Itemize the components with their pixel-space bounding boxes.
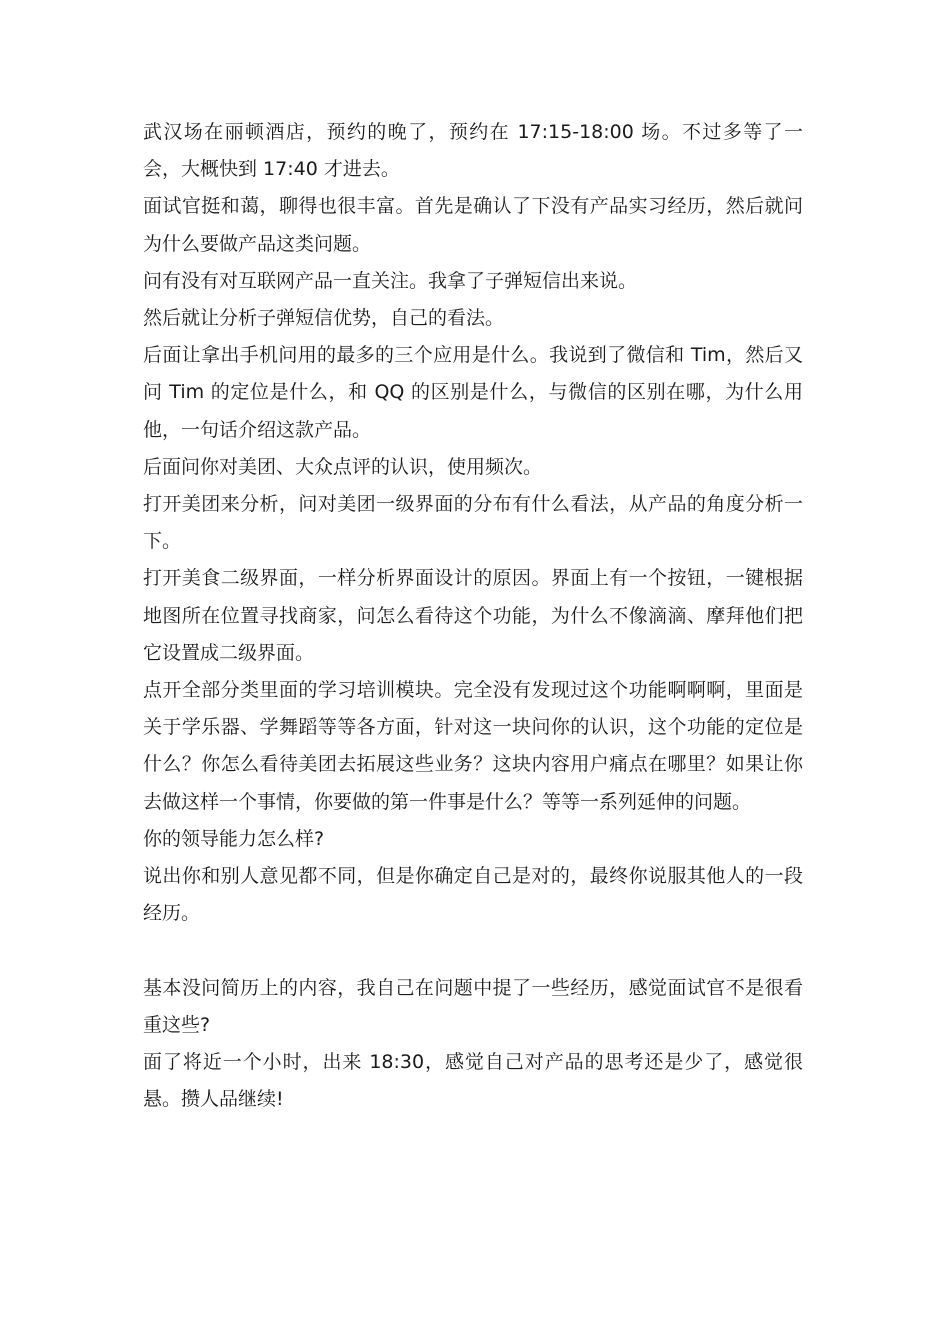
paragraph-internet-products: 问有没有对互联网产品一直关注。我拿了子弹短信出来说。 (143, 269, 638, 292)
paragraph-conclusion: 面了将近一个小时，出来 18:30，感觉自己对产品的思考还是少了，感觉很悬。攒人品继续! (143, 1051, 803, 1111)
paragraph-arrival: 武汉场在丽顿酒店，预约的晚了，预约在 17:15-18:00 场。不过多等了一会，大概快到 17:40 才进去。 (143, 121, 803, 181)
document-body (143, 114, 803, 1118)
paragraph-persuasion: 说出你和别人意见都不同，但是你确定自己是对的，最终你说服其他人的一段经历。 (143, 865, 803, 925)
paragraph-meituan-awareness: 后面问你对美团、大众点评的认识，使用频次。 (143, 455, 543, 478)
paragraph-resume-note: 基本没问简历上的内容，我自己在问题中提了一些经历，感觉面试官不是很看重这些? (143, 976, 803, 1036)
blank-line (143, 932, 803, 969)
paragraph-leadership: 你的领导能力怎么样? (143, 827, 325, 850)
paragraph-meituan-first-level: 打开美团来分析，问对美团一级界面的分布有什么看法，从产品的角度分析一下。 (143, 493, 803, 553)
paragraph-top-apps: 后面让拿出手机问用的最多的三个应用是什么。我说到了微信和 Tim，然后又问 Tim 的定位是什么，和 QQ 的区别是什么，与微信的区别在哪，为什么用他，一句话介绍这款产品。 (143, 344, 803, 441)
paragraph-bullet-sms-analysis: 然后就让分析子弹短信优势，自己的看法。 (143, 307, 505, 330)
paragraph-training-module: 点开全部分类里面的学习培训模块。完全没有发现过这个功能啊啊啊，里面是关于学乐器、学舞蹈等等各方面，针对这一块问你的认识，这个功能的定位是什么？你怎么看待美团去拓展这些业务？这块内容用户痛点在哪里？如果让你去做这样一个事情，你要做的第一件事是什么？等等一系列延伸的问题。 (143, 679, 803, 813)
paragraph-food-second-level: 打开美食二级界面，一样分析界面设计的原因。界面上有一个按钮，一键根据地图所在位置寻找商家，问怎么看待这个功能，为什么不像滴滴、摩拜他们把它设置成二级界面。 (143, 567, 803, 664)
paragraph-interviewer: 面试官挺和蔼，聊得也很丰富。首先是确认了下没有产品实习经历，然后就问为什么要做产品这类问题。 (143, 195, 803, 255)
